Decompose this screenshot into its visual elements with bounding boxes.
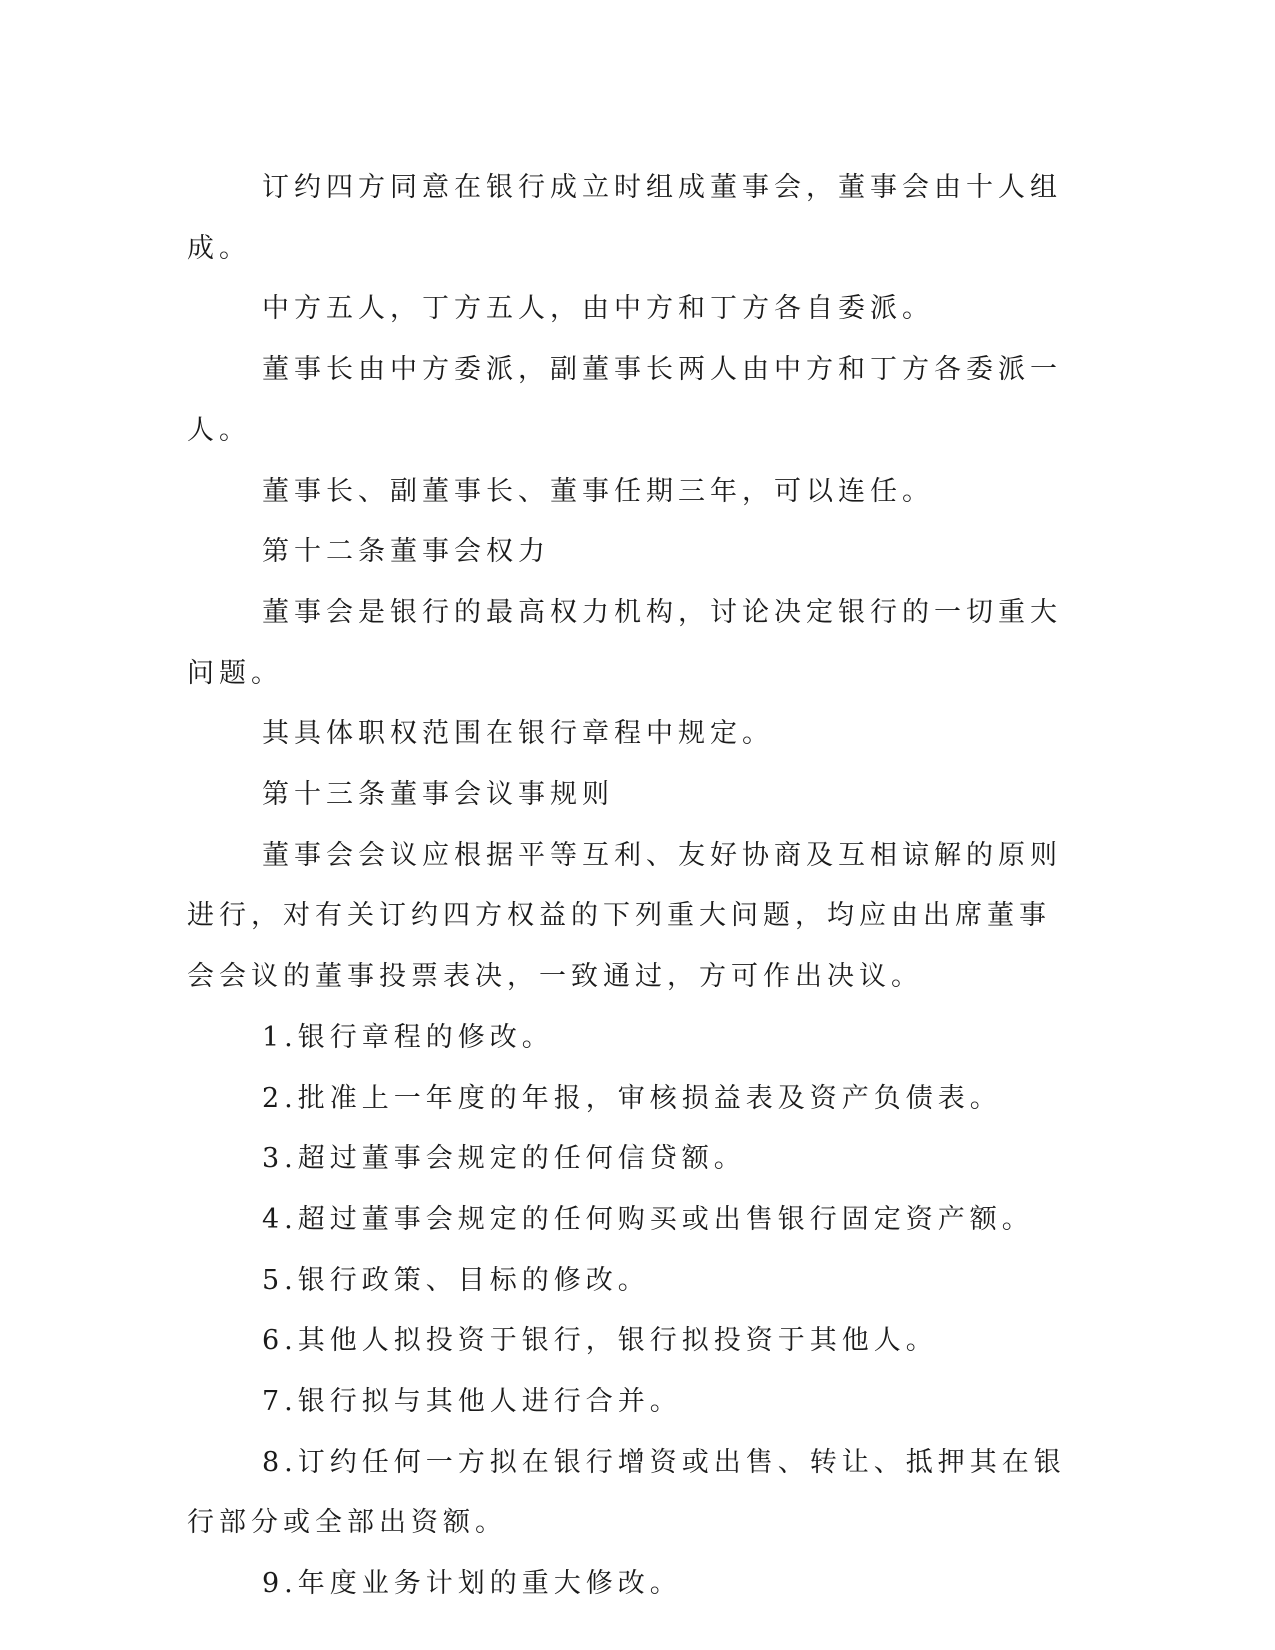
article-12-heading: 第十二条董事会权力: [262, 536, 550, 568]
paragraph-chairman-appointment: 董事长由中方委派，副董事长两人由中方和丁方各委派一人。: [187, 354, 1062, 446]
list-item-7: 7.银行拟与其他人进行合并。: [262, 1386, 682, 1418]
paragraph-meeting-rules: 董事会会议应根据平等互利、友好协商及互相谅解的原则进行，对有关订约四方权益的下列重大问题，均应由出席董事会会议的董事投票表决，一致通过，方可作出决议。: [187, 839, 1062, 993]
list-item-5: 5.银行政策、目标的修改。: [262, 1264, 650, 1296]
paragraph-term-of-office: 董事长、副董事长、董事任期三年，可以连任。: [262, 475, 934, 507]
paragraph-authority-scope: 其具体职权范围在银行章程中规定。: [262, 718, 774, 750]
paragraph-board-formation: 订约四方同意在银行成立时组成董事会，董事会由十人组成。: [187, 172, 1062, 264]
list-item-4: 4.超过董事会规定的任何购买或出售银行固定资产额。: [262, 1203, 1034, 1235]
list-item-8: 8.订约任何一方拟在银行增资或出售、转让、抵押其在银行部分或全部出资额。: [187, 1446, 1066, 1539]
list-item-9: 9.年度业务计划的重大修改。: [262, 1568, 682, 1600]
paragraph-board-composition: 中方五人，丁方五人，由中方和丁方各自委派。: [262, 293, 934, 325]
list-item-1: 1.银行章程的修改。: [262, 1021, 554, 1053]
list-item-2: 2.批准上一年度的年报，审核损益表及资产负债表。: [262, 1082, 1002, 1114]
document-body: [187, 158, 1067, 1615]
list-item-6: 6.其他人拟投资于银行，银行拟投资于其他人。: [262, 1325, 938, 1357]
article-13-heading: 第十三条董事会议事规则: [262, 779, 614, 811]
list-item-3: 3.超过董事会规定的任何信贷额。: [262, 1143, 746, 1175]
paragraph-board-authority: 董事会是银行的最高权力机构，讨论决定银行的一切重大问题。: [187, 596, 1062, 689]
